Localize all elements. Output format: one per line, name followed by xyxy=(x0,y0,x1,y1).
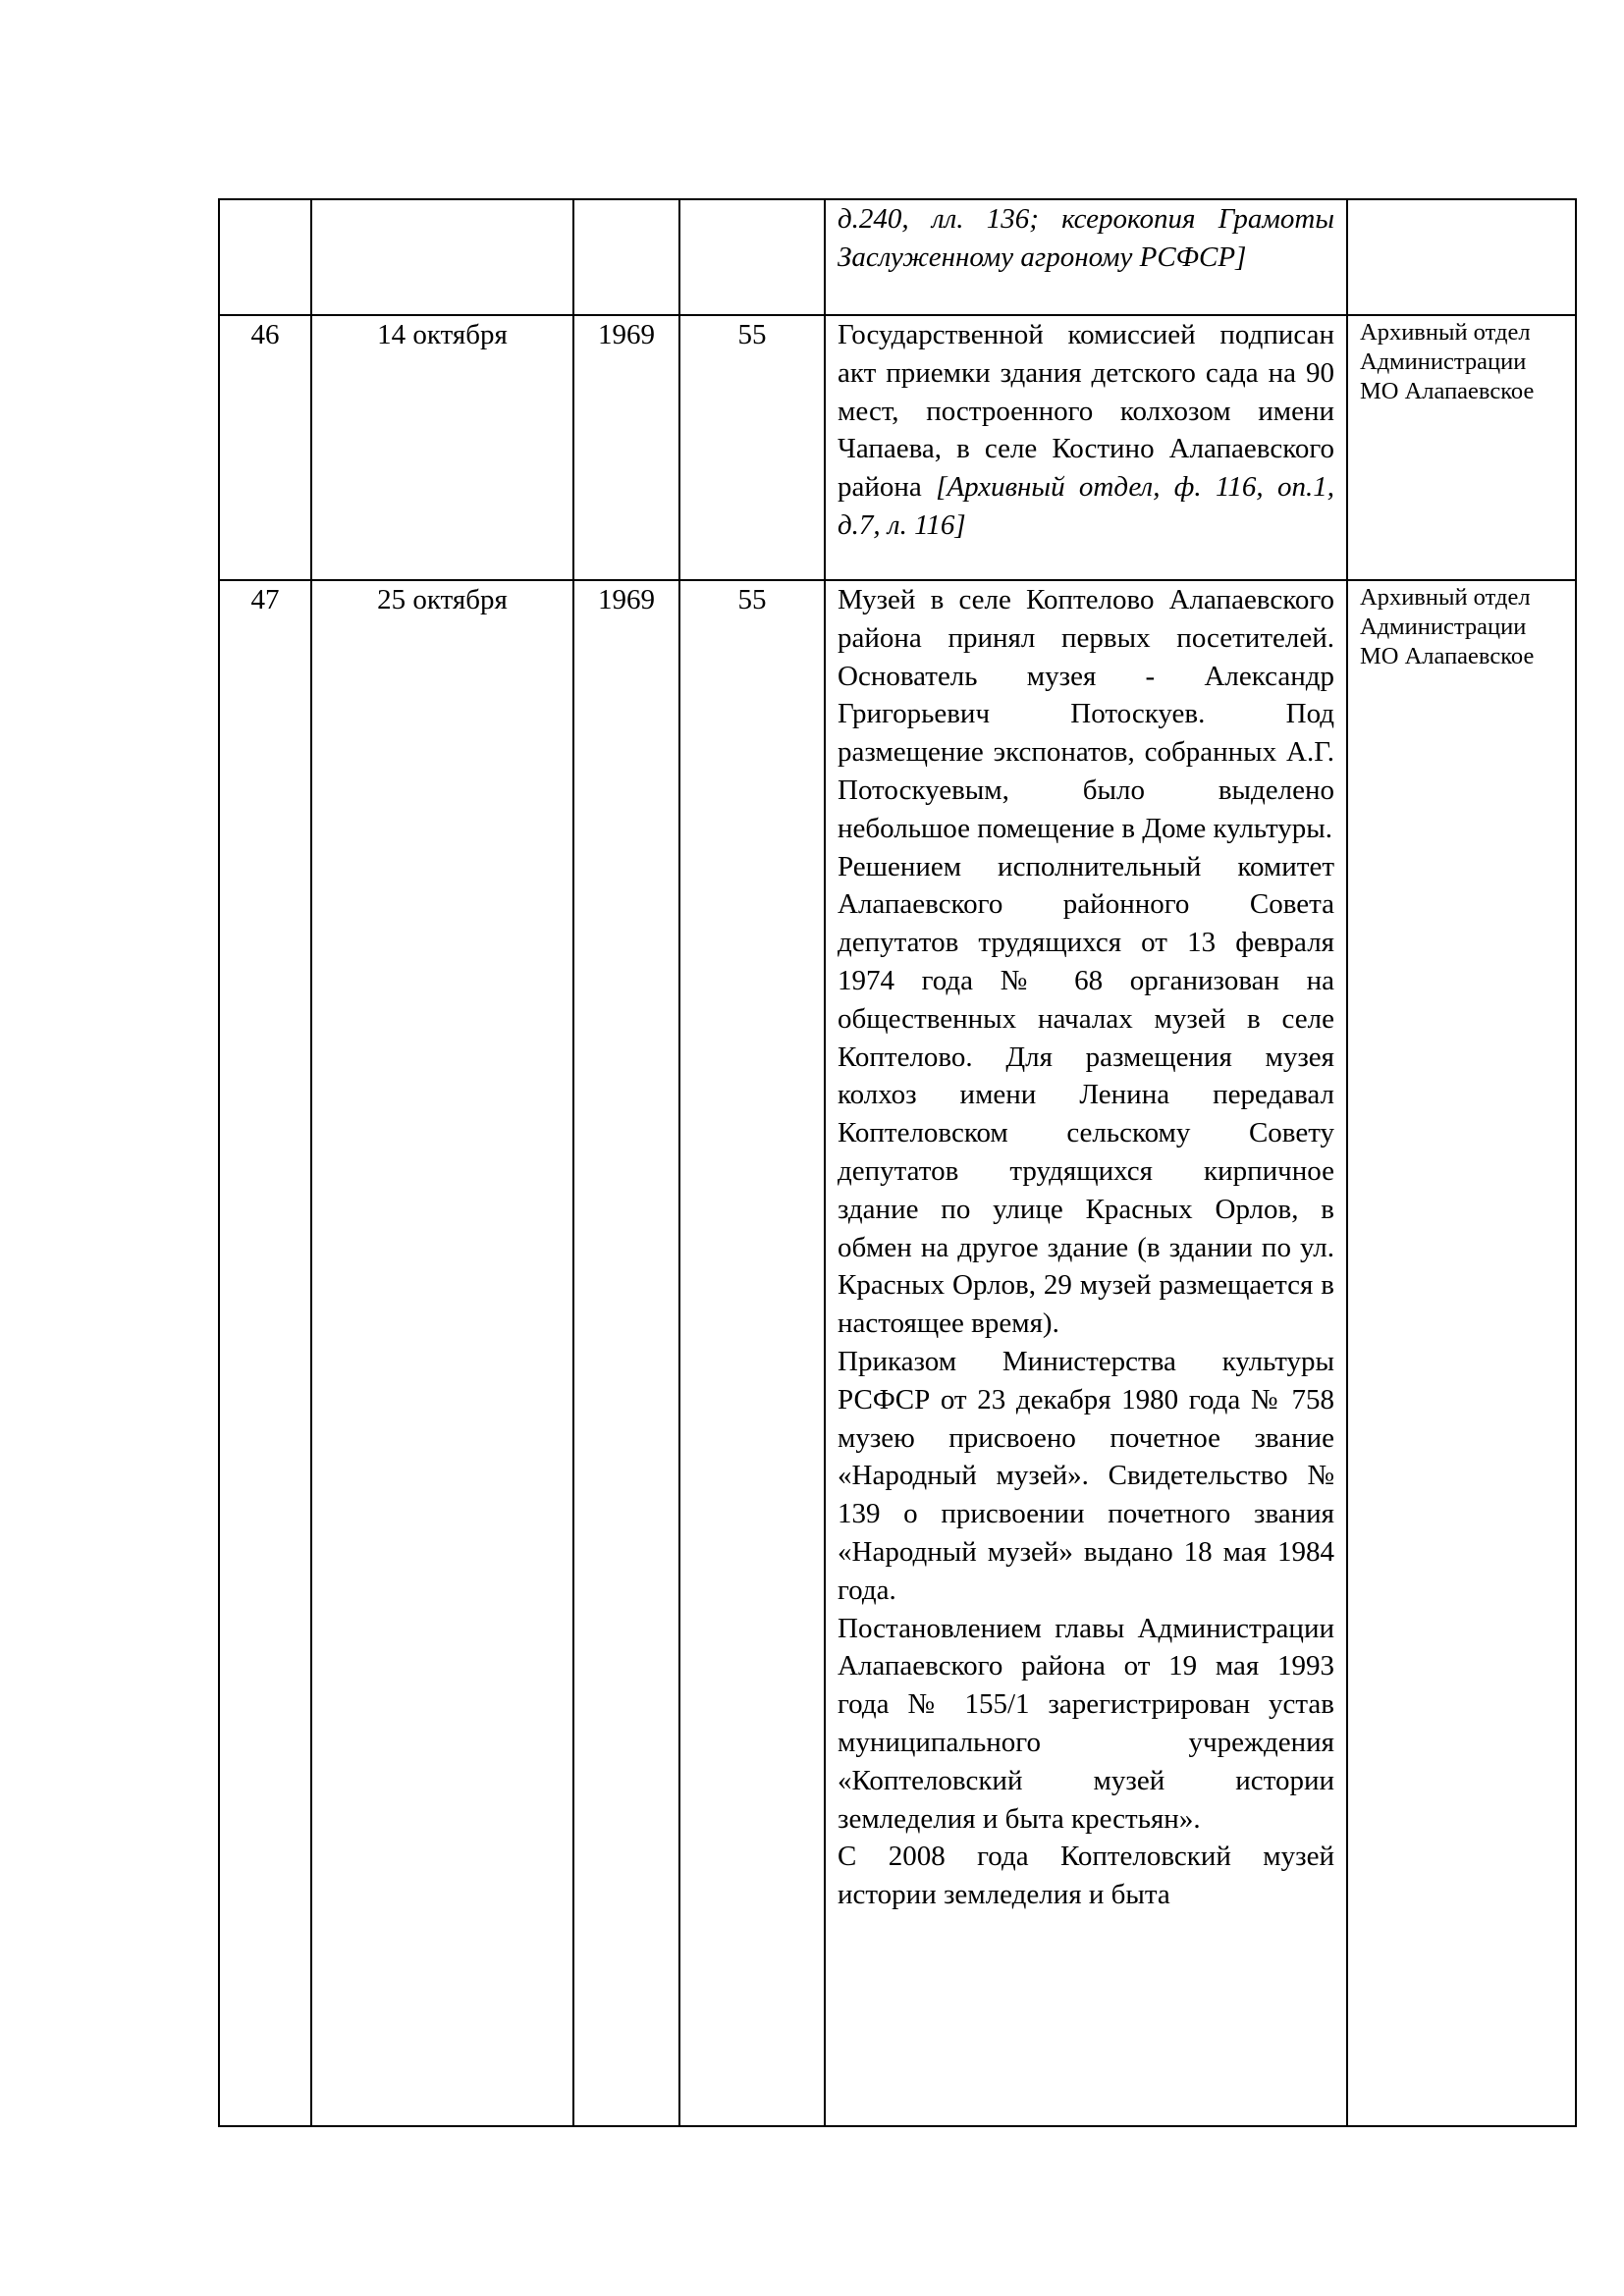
table-row xyxy=(219,580,1576,2126)
description-paragraph: Постановлением главы Администрации Алапаевского района от 19 мая 1993 года № 155/1 зарегистрирован устав муниципального учреждения «Коптеловский музей истории земледелия и быта крестьян». xyxy=(838,1612,1334,1835)
event-year: 1969 xyxy=(573,315,679,580)
source: Архивный отдел Администрации МО Алапаевское xyxy=(1347,580,1576,2126)
row-number: 47 xyxy=(219,580,311,2126)
description-paragraph xyxy=(838,316,1334,545)
archive-reference: д.240, лл. 136; ксерокопия Грамоты Заслуженному агроному РСФСР] xyxy=(838,203,1334,273)
event-description xyxy=(825,315,1347,580)
description-paragraph: Решением исполнительный комитет Алапаевского районного Совета депутатов трудящихся от 13 февраля 1974 года № 68 организован на общественных началах музей в селе Коптелово. Для размещения музея колхоз имени Ленина передавал Коптеловском сельскому Совету депутатов трудящихся кирпичное здание по улице Красных Орлов, в обмен на другое здание (в здании по ул. Красных Орлов, 29 музей размещается в настоящее время). xyxy=(838,850,1334,1340)
source xyxy=(1347,199,1576,315)
archive-reference: [Архивный отдел, ф. 116, оп.1, д.7, л. 116] xyxy=(838,471,1334,541)
event-year xyxy=(573,199,679,315)
chronology-table xyxy=(218,198,1577,2127)
source: Архивный отдел Администрации МО Алапаевское xyxy=(1347,315,1576,580)
event-year: 1969 xyxy=(573,580,679,2126)
description-paragraph: С 2008 года Коптеловский музей истории земледелия и быта xyxy=(838,1841,1334,1911)
event-date xyxy=(311,199,573,315)
event-description xyxy=(825,199,1347,315)
description-text: Государственной комиссией подписан акт приемки здания детского сада на 90 мест, построенного колхозом имени Чапаева, в селе Костино Алапаевского района xyxy=(838,319,1334,504)
event-description xyxy=(825,580,1347,2126)
table-row xyxy=(219,315,1576,580)
anniversary-years: 55 xyxy=(679,580,825,2126)
event-date: 14 октября xyxy=(311,315,573,580)
event-date: 25 октября xyxy=(311,580,573,2126)
table-row xyxy=(219,199,1576,315)
anniversary-years xyxy=(679,199,825,315)
description-paragraph: Приказом Министерства культуры РСФСР от 23 декабря 1980 года № 758 музею присвоено почетное звание «Народный музей». Свидетельство № 139 о присвоении почетного звания «Народный музей» выдано 18 мая 1984 года. xyxy=(838,1345,1334,1606)
row-number: 46 xyxy=(219,315,311,580)
anniversary-years: 55 xyxy=(679,315,825,580)
description-paragraph xyxy=(838,200,1334,277)
description-paragraph: Музей в селе Коптелово Алапаевского района принял первых посетителей. Основатель музея - Александр Григорьевич Потоскуев. Под размещение экспонатов, собранных А.Г. Потоскуевым, было выделено небольшое помещение в Доме культуры. xyxy=(838,584,1334,844)
row-number xyxy=(219,199,311,315)
